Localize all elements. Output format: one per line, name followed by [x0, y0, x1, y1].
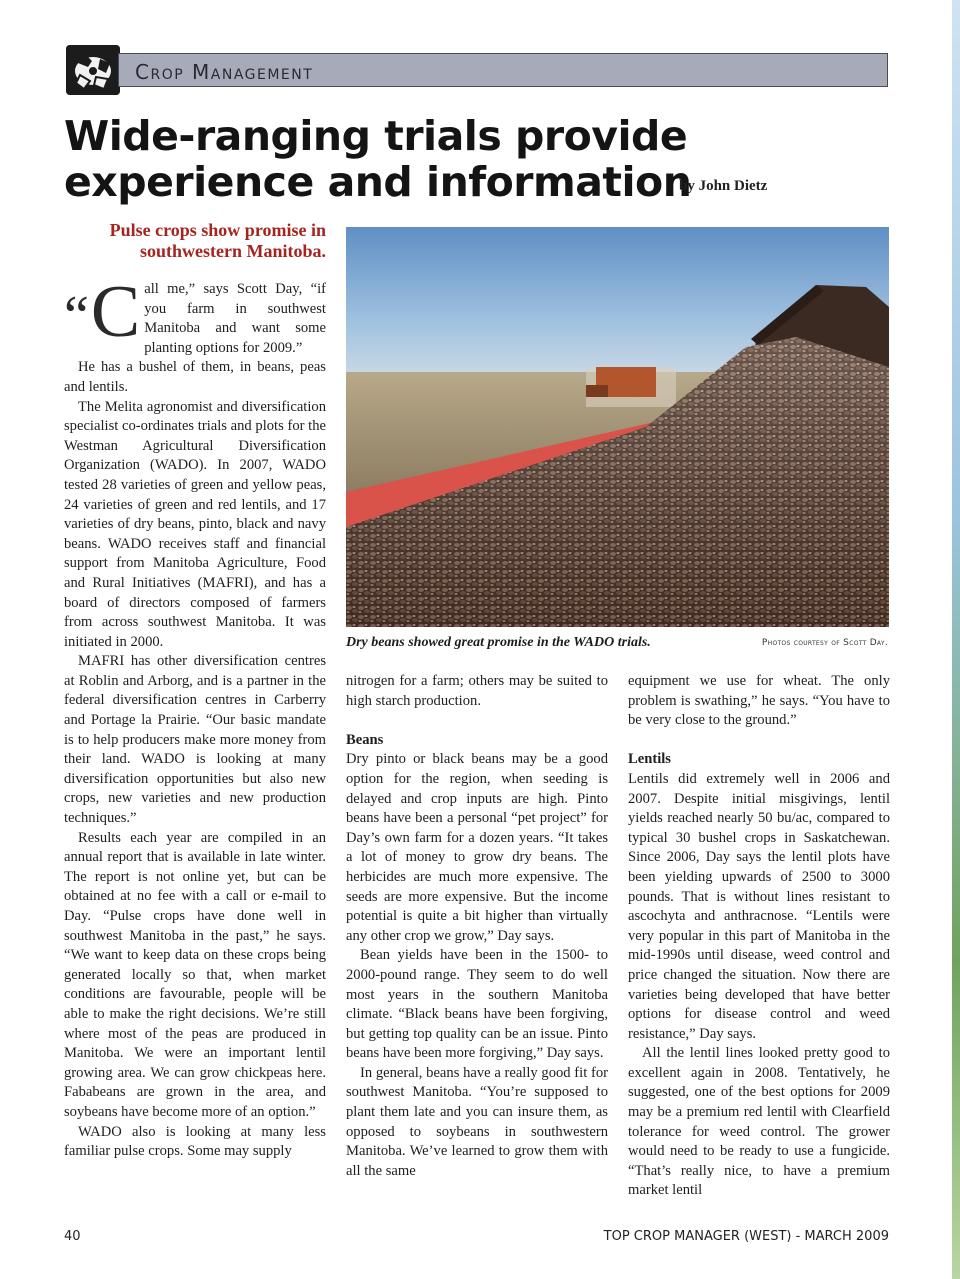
headline-line-1: Wide-ranging trials provide [64, 112, 688, 160]
publication-footer: TOP CROP MANAGER (WEST) - MARCH 2009 [603, 1229, 889, 1244]
first-paragraph-text: all me,” says Scott Day, “if you farm in southwest Manitoba and want some planting options for 2009.” [144, 281, 326, 356]
page-number: 40 [64, 1229, 81, 1244]
body-paragraph: Bean yields have been in the 1500- to 2000-pound range. They seem to do well most years in the southern Manitoba climate. “Black beans have been forgiving, but getting top quality can be an issue. Pinto beans have been more forgiving,” Day says. [346, 947, 608, 1062]
article-column-2 [346, 672, 608, 1181]
photo-credit: Photos courtesy of Scott Day. [761, 638, 888, 648]
body-paragraph: nitrogen for a farm; others may be suited to high starch production. [346, 673, 608, 709]
subhead-beans: Beans [346, 731, 384, 748]
section-title: Crop Management [135, 60, 314, 84]
section-logo-icon [66, 45, 120, 95]
page-edge-strip [952, 0, 960, 1279]
body-paragraph: Dry pinto or black beans may be a good option for the region, when seeding is delayed and crop inputs are high. Pinto beans have been a personal “pet project” for Day’s own farm for a dozen years. “It takes a lot of money to grow dry beans. The herbicides are much more expensive. The seeds are more expensive. But the income potential is quite a bit higher than virtually any other crop we grow,” Day says. [346, 751, 608, 944]
headline-line-2: experience and information [64, 158, 692, 206]
body-paragraph: WADO also is looking at many less familiar pulse crops. Some may supply [64, 1123, 326, 1160]
dropcap [64, 271, 141, 353]
body-paragraph: equipment we use for wheat. The only problem is swathing,” he says. “You have to be very close to the ground.” [628, 673, 890, 729]
article-column-1 [64, 271, 326, 1162]
dropcap-quote: “ [64, 285, 89, 347]
body-paragraph: He has a bushel of them, in beans, peas and lentils. [64, 359, 326, 395]
body-paragraph: MAFRI has other diversification centres at Roblin and Arborg, and is a partner in the federal diversification centres in Carberry and Portage la Prairie. “Our basic mandate is to help producers make more money from their land. WADO is looking at many diversification opportunities but also new crops, new varieties and new production techniques.” [64, 653, 326, 827]
article-column-3 [628, 672, 890, 1201]
article-deck: Pulse crops show promise in southwestern Manitoba. [109, 220, 326, 261]
body-paragraph: All the lentil lines looked pretty good to excellent again in 2008. Tentatively, he suggested, one of the best options for 2009 may be a premium red lentil with Clearfield tolerance for weed control. The grower would need to be ready to use a fungicide. “That’s really nice, to have a premium market lentil [628, 1045, 890, 1199]
photo-caption: Dry beans showed great promise in the WADO trials. [346, 635, 651, 650]
body-paragraph: Results each year are compiled in an annual report that is available in late winter. The report is not online yet, but can be obtained at no fee with a call or e-mail to Day. “Pulse crops have done well in southwest Manitoba in the past,” he says. “We want to keep data on these crops being generated locally so that, when market conditions are favourable, people will be able to make the right decisions. We’re still where most of the peas are produced in Manitoba. We were an important lentil growing area. We can grow chickpeas here. Fababeans are grown in the area, and soybeans have become more of an option.” [64, 829, 326, 1120]
subhead-lentils: Lentils [628, 751, 671, 768]
section-header-bar [118, 53, 888, 87]
dry-beans-photo [346, 227, 889, 627]
dropcap-letter: C [90, 271, 141, 353]
byline: by John Dietz [679, 178, 768, 194]
body-paragraph: In general, beans have a really good fit for southwest Manitoba. “You’re supposed to plant them late and you can insure them, as opposed to soybeans in southwestern Manitoba. We’ve learned to grow them with all the same [346, 1064, 608, 1179]
opening-paragraph [64, 271, 326, 358]
body-paragraph: Lentils did extremely well in 2006 and 2007. Despite initial misgivings, lentil yields reached nearly 50 bu/ac, compared to typical 30 bushel crops in Saskatchewan. Since 2006, Day says the lentil plots have been yielding upwards of 2500 to 3000 pounds. That is without lines resistant to ascochyta and anthracnose. “Lentils were very popular in this part of Manitoba in the mid-1990s until disease, weed control and price changed the situation. Now there are varieties being developed that have better options for disease control and weed resistance,” Day says. [628, 770, 890, 1042]
body-paragraph: The Melita agronomist and diversification specialist co-ordinates trials and plots for the Westman Agricultural Diversification Organization (WADO). In 2007, WADO tested 28 varieties of green and yellow peas, 24 varieties of green and red lentils, and 17 varieties of dry beans, pinto, black and navy beans. WADO receives staff and financial support from Manitoba Agriculture, Food and Rural Initiatives (MAFRI), and has a board of directors composed of farmers from across southwest Manitoba. It was initiated in 2000. [64, 398, 326, 650]
